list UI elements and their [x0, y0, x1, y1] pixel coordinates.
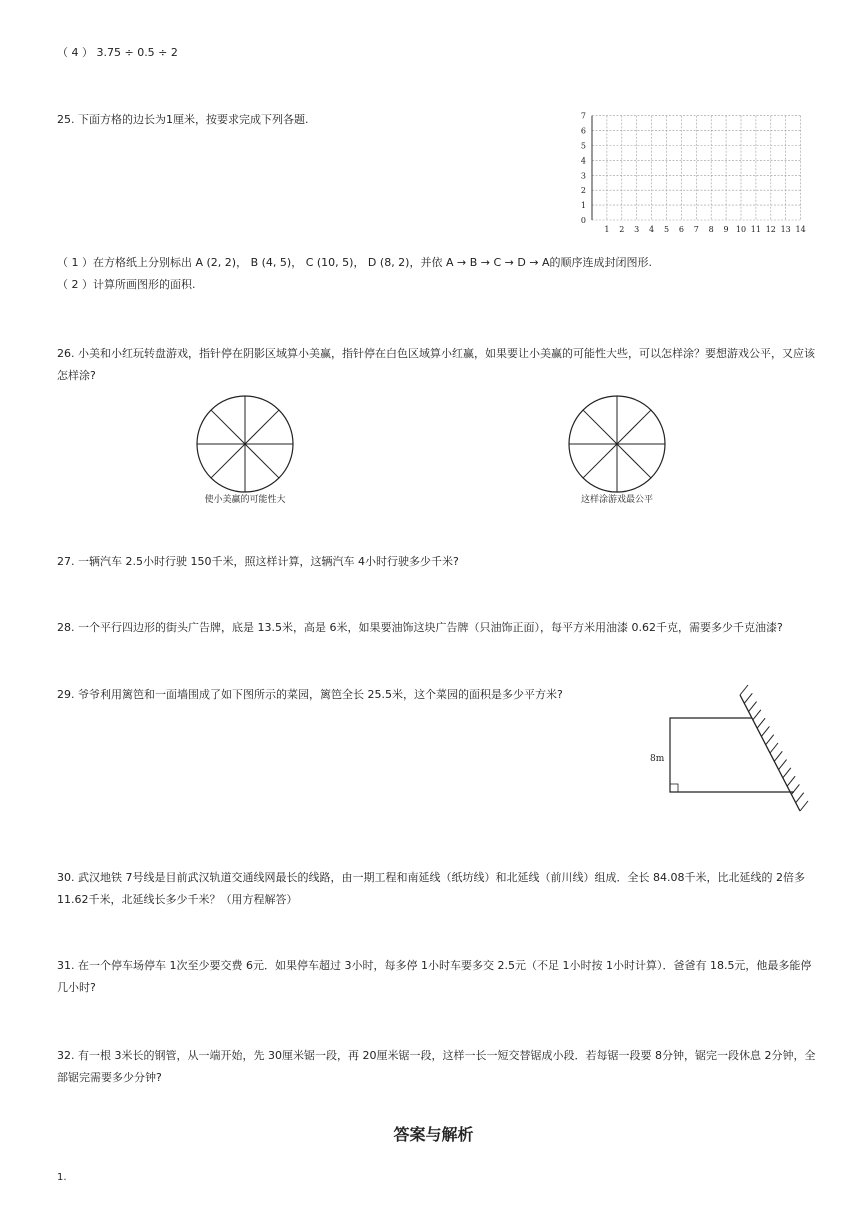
- garden-diagram: [648, 683, 808, 813]
- answer-1: 1.: [57, 1172, 67, 1183]
- y-tick-label: 4: [580, 156, 586, 166]
- q27-text: 27. 一辆汽车 2.5小时行驶 150千米，照这样计算，这辆汽车 4小时行驶多少千米?: [57, 555, 459, 568]
- x-tick-label: 3: [634, 225, 640, 234]
- x-tick-label: 6: [678, 225, 684, 234]
- x-tick-label: 4: [649, 225, 655, 234]
- x-tick-label: 1: [604, 225, 610, 234]
- q30-text: 30. 武汉地铁 7号线是目前武汉轨道交通线网最长的线路，由一期工程和南延线（纸坊线）和北延线（前川线）组成．全长 84.08千米，比北延线的 2倍多 11.62千米，北延线长多少千米？（用方程解答）: [57, 871, 805, 906]
- y-tick-label: 2: [580, 186, 586, 196]
- x-tick-label: 10: [735, 225, 747, 234]
- q25-sub2: （ 2 ）计算所画图形的面积.: [57, 278, 196, 291]
- garden-label: 8m: [650, 754, 665, 764]
- x-tick-label: 11: [750, 225, 761, 234]
- answers-heading: 答案与解析: [393, 1125, 474, 1144]
- y-tick-label: 1: [580, 201, 586, 211]
- spinner-left: [195, 394, 295, 494]
- y-tick-label: 0: [580, 216, 586, 225]
- x-tick-label: 2: [619, 225, 625, 234]
- x-tick-label: 7: [693, 225, 699, 234]
- y-tick-label: 5: [580, 141, 586, 151]
- q26-text: 26. 小美和小红玩转盘游戏，指针停在阴影区域算小美赢，指针停在白色区域算小红赢，如果要让小美赢的可能性大些，可以怎样涂？要想游戏公平，又应该怎样涂?: [57, 347, 815, 382]
- caption-right: 这样涂游戏最公平: [580, 495, 653, 505]
- q25-text: 25. 下面方格的边长为1厘米，按要求完成下列各题.: [57, 113, 309, 126]
- q31-text: 31. 在一个停车场停车 1次至少要交费 6元．如果停车超过 3小时，每多停 1小时车要多交 2.5元（不足 1小时按 1小时计算）．爸爸有 18.5元，他最多能停几小时?: [57, 959, 812, 994]
- x-tick-label: 14: [795, 225, 806, 234]
- q28-text: 28. 一个平行四边形的街头广告牌，底是 13.5米，高是 6米，如果要油饰这块广告牌（只油饰正面），每平方米用油漆 0.62千克，需要多少千克油漆?: [57, 621, 783, 634]
- caption-left: 使小美赢的可能性大: [204, 495, 286, 505]
- q32-text: 32. 有一根 3米长的钢管，从一端开始，先 30厘米锯一段，再 20厘米锯一段，这样一长一短交替锯成小段．若每锯一段要 8分钟，锯完一段休息 2分钟，全部锯完需要多少分钟?: [57, 1049, 816, 1084]
- y-tick-label: 7: [580, 111, 586, 121]
- q25-sub1: （ 1 ）在方格纸上分别标出 A (2, 2)， B (4, 5)， C (10, 5)， D (8, 2)，并依 A → B → C → D → A的顺序连成封闭图形.: [57, 256, 653, 269]
- y-tick-label: 3: [580, 171, 586, 181]
- q24-part4: （ 4 ） 3.75 ÷ 0.5 ÷ 2: [57, 46, 178, 59]
- x-tick-label: 13: [780, 225, 791, 234]
- x-tick-label: 9: [723, 225, 729, 234]
- x-tick-label: 8: [708, 225, 714, 234]
- spinner-right: [567, 394, 667, 494]
- y-tick-label: 6: [580, 126, 586, 136]
- x-tick-label: 12: [765, 225, 776, 234]
- q29-text: 29. 爷爷利用篱笆和一面墙围成了如下图所示的菜园，篱笆全长 25.5米，这个菜园的面积是多少平方米?: [57, 688, 563, 701]
- grid-paper: [575, 112, 815, 242]
- x-tick-label: 5: [663, 225, 670, 234]
